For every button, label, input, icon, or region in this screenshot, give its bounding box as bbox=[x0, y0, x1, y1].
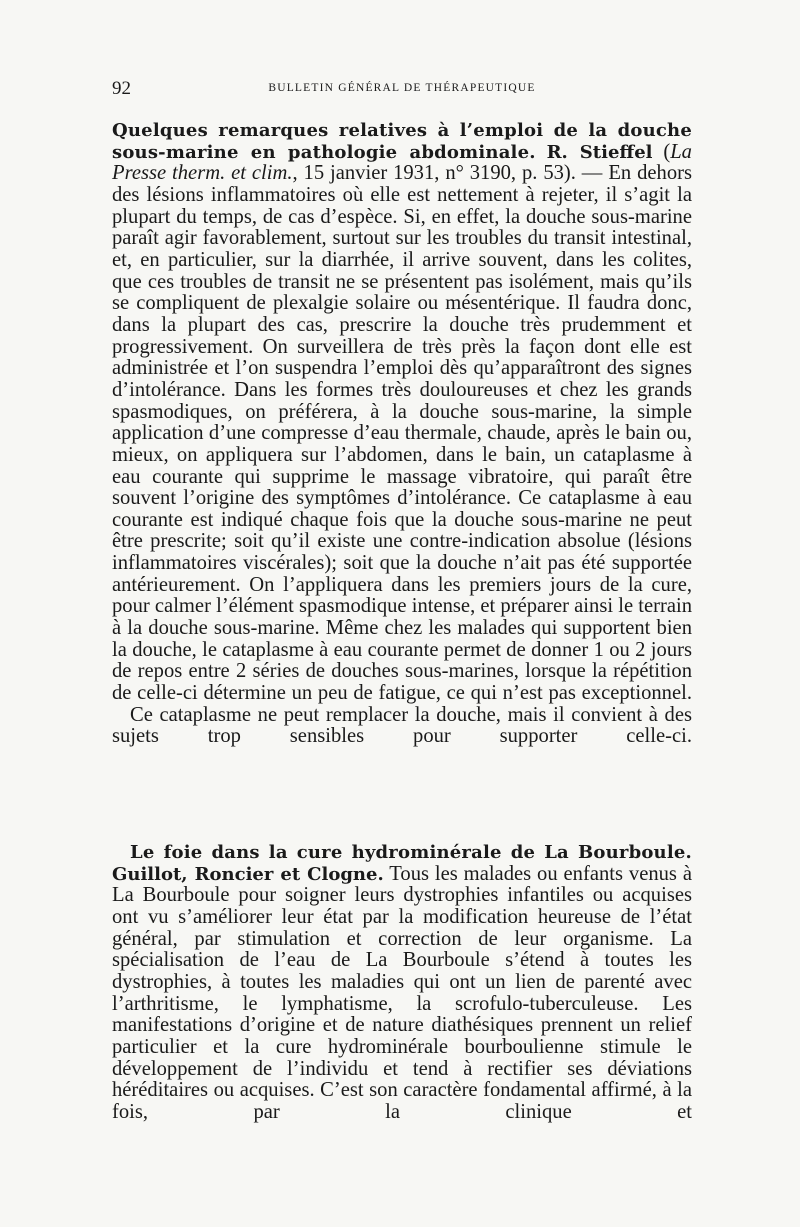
article-body-paragraph-1: En dehors des lésions inflammatoires où elle est nettement à rejeter, il s’agit la plupart du temps, de cas d’espèce. Si, en effet, la douche sous-marine paraît agir favorablement, surtout sur les troubles du transit intestinal, et, en particulier, sur la diarrhée, il arrive souvent, dans les colites, que ces troubles de transit ne se présentent pas isolément, mais qu’ils se compliquent de plexalgie solaire ou mésentérique. Il faudra donc, dans la plupart des cas, prescrire la douche très prudemment et progressivement. On surveillera de très près la façon dont elle est administrée et l’on suspendra l’emploi dès qu’apparaîtront des signes d’intolérance. Dans les formes très douloureuses et chez les grands spasmodiques, on préférera, à la douche sous-marine, la simple application d’une compresse d’eau thermale, chaude, après le bain ou, mieux, on appliquera sur l’abdomen, dans le bain, un cataplasme à eau courante qui supprime le massage vibratoire, qui paraît être souvent l’origine des symptômes d’intolérance. Ce cataplasme à eau courante est indiqué chaque fois que la douche sous-marine ne peut être prescrite; soit qu’il existe une contre-indication absolue (lésions inflammatoires viscérales); soit que la douche n’ait pas été supportée antérieurement. On l’appliquera dans les premiers jours de la cure, pour calmer l’élément spasmodique intense, et préparer ainsi le terrain à la douche sous-marine. Même chez les malades qui supportent bien la douche, le cataplasme à eau courante permet de donner 1 ou 2 jours de repos entre 2 séries de douches sous-marines, lorsque la répétition de celle-ci détermine un peu de fatigue, ce qui n’est pas exceptionnel. bbox=[112, 162, 692, 705]
article-remarques-douche-sous-marine bbox=[112, 120, 692, 748]
article-title: Le foie dans la cure hydrominérale de La Bourboule. bbox=[130, 842, 692, 863]
article-title: Quelques remarques relatives à l’emploi de la douche sous-marine en pathologie abdominale. bbox=[112, 120, 692, 163]
citation-source: La Presse therm. et clim. bbox=[112, 140, 692, 185]
article-author: R. Stieffel bbox=[546, 141, 653, 163]
citation-details: , 15 janvier 1931, n° 3190, p. 53). — bbox=[292, 162, 609, 185]
page-number: 92 bbox=[112, 78, 131, 99]
article-authors: Guillot, Roncier et Clogne. bbox=[112, 863, 384, 885]
running-title: BULLETIN GÉNÉRAL DE THÉRAPEUTIQUE bbox=[268, 82, 536, 94]
article-foie-cure-la-bourboule bbox=[112, 842, 692, 1124]
article-body-paragraph-2: Ce cataplasme ne peut remplacer la douche, mais il convient à des sujets trop sensibles pour supporter celle-ci. bbox=[112, 703, 692, 748]
page-header bbox=[112, 78, 692, 102]
citation-open-parenthesis: ( bbox=[663, 140, 671, 163]
article-body: Tous les malades ou enfants venus à La Bourboule pour soigner leurs dystrophies infantiles ou acquises ont vu s’améliorer leur état par la modification heureuse de l’état général, par stimulation et correction de leur organisme. La spécialisation de l’eau de La Bourboule s’étend à toutes les dystrophies, à toutes les maladies qui ont un lien de parenté avec l’arthritisme, le lymphatisme, la scrofulo-tuberculeuse. Les manifestations d’origine et de nature diathésiques prennent un relief particulier et la cure hydrominérale bourboulienne stimule le développement de l’individu et tend à rectifier ses déviations héréditaires ou acquises. C’est son caractère fondamental affirmé, à la fois, par la clinique et bbox=[112, 862, 692, 1123]
